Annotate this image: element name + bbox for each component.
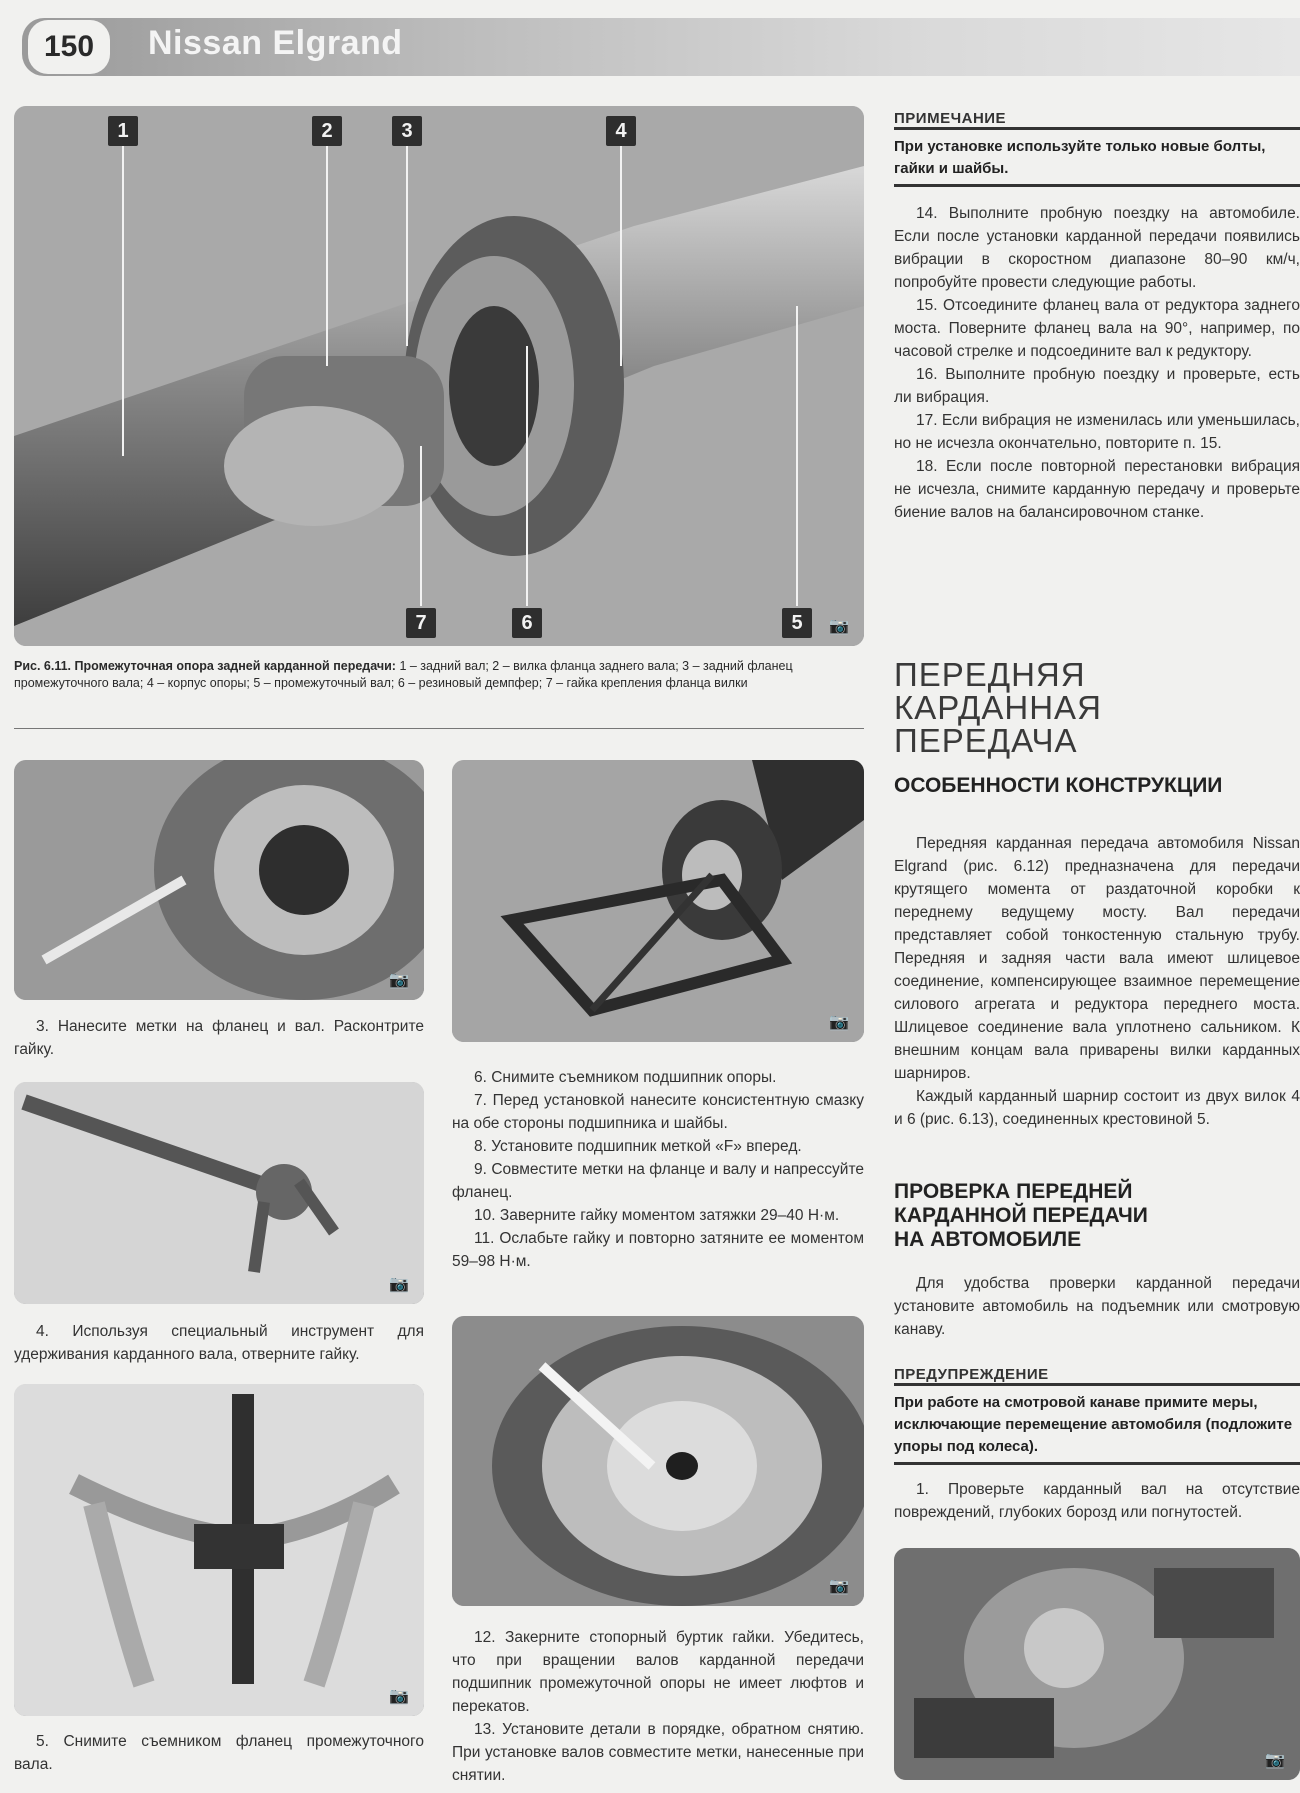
step-10: 10. Заверните гайку моментом затяжки 29–40 Н·м. xyxy=(474,1207,840,1224)
step-16: 16. Выполните пробную поездку и проверьте, есть ли вибрация. xyxy=(894,366,1300,406)
steps-6-11 xyxy=(452,1066,864,1273)
note-label: ПРИМЕЧАНИЕ xyxy=(894,110,1300,130)
photo-check-step-1 xyxy=(894,1548,1300,1780)
section-title-front xyxy=(894,658,1300,757)
callout-6: 6 xyxy=(512,608,542,638)
section-subtitle-design: ОСОБЕННОСТИ КОНСТРУКЦИИ xyxy=(894,774,1223,797)
callout-1: 1 xyxy=(108,116,138,146)
design-paragraph-1: Передняя карданная передача автомобиля Nissan Elgrand (рис. 6.12) предназначена для передачи крутящего момента от раздаточной коробки к переднему ведущему мосту. Вал передачи представляет собой тонкостенную стальную трубу. Передняя и задняя части вала имеют шлицевое соединение, компенсирующее взаимное перемещение силового агрегата и редуктора переднего моста. Шлицевое соединение вала уплотнено сальником. К внешним концам вала приварены вилки карданных шарниров. xyxy=(894,835,1300,1082)
leader-line-4 xyxy=(620,146,622,366)
camera-icon: 📷 xyxy=(389,972,409,989)
callout-2: 2 xyxy=(312,116,342,146)
camera-icon: 📷 xyxy=(389,1276,409,1293)
step-5-text xyxy=(14,1730,424,1776)
photo-step-5 xyxy=(14,1384,424,1716)
leader-line-5 xyxy=(796,306,798,606)
note-text: При установке используйте только новые болты, гайки и шайбы. xyxy=(894,136,1300,187)
check-title-line-1: ПРОВЕРКА ПЕРЕДНЕЙ xyxy=(894,1180,1133,1203)
step-12: 12. Закерните стопорный буртик гайки. Убедитесь, что при вращении валов карданной передачи подшипник промежуточной опоры не имеет люфтов и перекатов. xyxy=(452,1629,864,1715)
camera-icon: 📷 xyxy=(1265,1752,1285,1769)
check-step-1: 1. Проверьте карданный вал на отсутствие повреждений, глубоких борозд или погнутостей. xyxy=(894,1481,1300,1521)
camera-icon: 📷 xyxy=(829,618,849,635)
step-17: 17. Если вибрация не изменилась или уменьшилась, но не исчезла окончательно, повторите п. 15. xyxy=(894,412,1300,452)
camera-icon: 📷 xyxy=(829,1014,849,1031)
design-paragraph-2: Каждый карданный шарнир состоит из двух вилок 4 и 6 (рис. 6.13), соединенных крестовиной 5. xyxy=(894,1088,1300,1128)
check-step-1-text xyxy=(894,1478,1300,1524)
step-9: 9. Совместите метки на фланце и валу и напрессуйте фланец. xyxy=(452,1161,864,1201)
photo-step-12 xyxy=(452,1316,864,1606)
leader-line-7 xyxy=(420,446,422,606)
step-8: 8. Установите подшипник меткой «F» вперед. xyxy=(474,1138,802,1155)
steps-14-18 xyxy=(894,202,1300,524)
camera-icon: 📷 xyxy=(829,1578,849,1595)
check-intro xyxy=(894,1272,1300,1341)
check-title-line-2: КАРДАННОЙ ПЕРЕДАЧИ xyxy=(894,1204,1148,1227)
page-number: 150 xyxy=(28,20,110,74)
callout-4: 4 xyxy=(606,116,636,146)
section-title-line-2: КАРДАННАЯ xyxy=(894,689,1102,726)
step-7: 7. Перед установкой нанесите консистентную смазку на обе стороны подшипника и шайбы. xyxy=(452,1092,864,1132)
check-title-line-3: НА АВТОМОБИЛЕ xyxy=(894,1228,1082,1251)
design-description xyxy=(894,832,1300,1131)
photo-step-6 xyxy=(452,760,864,1042)
section-title-check xyxy=(894,1180,1300,1252)
caption-text: 1 – задний вал; 2 – вилка фланца заднего вала; 3 – задний фланец промежуточного вала; 4 – корпус опоры; 5 – промежуточный вал; 6 – резиновый демпфер; 7 – гайка крепления фланца вилки xyxy=(14,659,793,690)
figure-6-11-caption xyxy=(14,658,864,692)
leader-line-3 xyxy=(406,146,408,346)
callout-3: 3 xyxy=(392,116,422,146)
step-6: 6. Снимите съемником подшипник опоры. xyxy=(474,1069,777,1086)
callout-5: 5 xyxy=(782,608,812,638)
figure-6-11-photo xyxy=(14,106,864,646)
caption-label: Рис. 6.11. Промежуточная опора задней карданной передачи: xyxy=(14,659,396,673)
step-15: 15. Отсоедините фланец вала от редуктора заднего моста. Поверните фланец вала на 90°, например, по часовой стрелке и подсоедините вал к редуктору. xyxy=(894,297,1300,360)
callout-7: 7 xyxy=(406,608,436,638)
steps-12-13 xyxy=(452,1626,864,1787)
step-13: 13. Установите детали в порядке, обратном снятию. При установке валов совместите метки, нанесенные при снятии. xyxy=(452,1721,864,1784)
leader-line-2 xyxy=(326,146,328,366)
warning-text: При работе на смотровой канаве примите меры, исключающие перемещение автомобиля (подложите упоры под колеса). xyxy=(894,1392,1300,1465)
warning-label: ПРЕДУПРЕЖДЕНИЕ xyxy=(894,1366,1300,1386)
step-5: 5. Снимите съемником фланец промежуточного вала. xyxy=(14,1733,424,1773)
leader-line-6 xyxy=(526,346,528,606)
step-3: 3. Нанесите метки на фланец и вал. Расконтрите гайку. xyxy=(14,1018,424,1058)
leader-line-1 xyxy=(122,146,124,456)
step-14: 14. Выполните пробную поездку на автомобиле. Если после установки карданной передачи появились вибрации в скоростном диапазоне 80–90 км/ч, попробуйте провести следующие работы. xyxy=(894,205,1300,291)
divider-line xyxy=(14,728,864,729)
camera-icon: 📷 xyxy=(389,1688,409,1705)
step-3-text xyxy=(14,1015,424,1061)
section-title-line-1: ПЕРЕДНЯЯ xyxy=(894,656,1086,693)
step-4: 4. Используя специальный инструмент для удерживания карданного вала, отверните гайку. xyxy=(14,1323,424,1363)
step-11: 11. Ослабьте гайку и повторно затяните ее моментом 59–98 Н·м. xyxy=(452,1230,864,1270)
photo-step-4 xyxy=(14,1082,424,1304)
book-title: Nissan Elgrand xyxy=(148,24,403,62)
step-18: 18. Если после повторной перестановки вибрация не исчезла, снимите карданную передачу и проверьте биение валов на балансировочном станке. xyxy=(894,458,1300,521)
step-4-text xyxy=(14,1320,424,1366)
photo-step-3 xyxy=(14,760,424,1000)
section-title-line-3: ПЕРЕДАЧА xyxy=(894,722,1078,759)
check-paragraph-1: Для удобства проверки карданной передачи установите автомобиль на подъемник или смотровую канаву. xyxy=(894,1275,1300,1338)
